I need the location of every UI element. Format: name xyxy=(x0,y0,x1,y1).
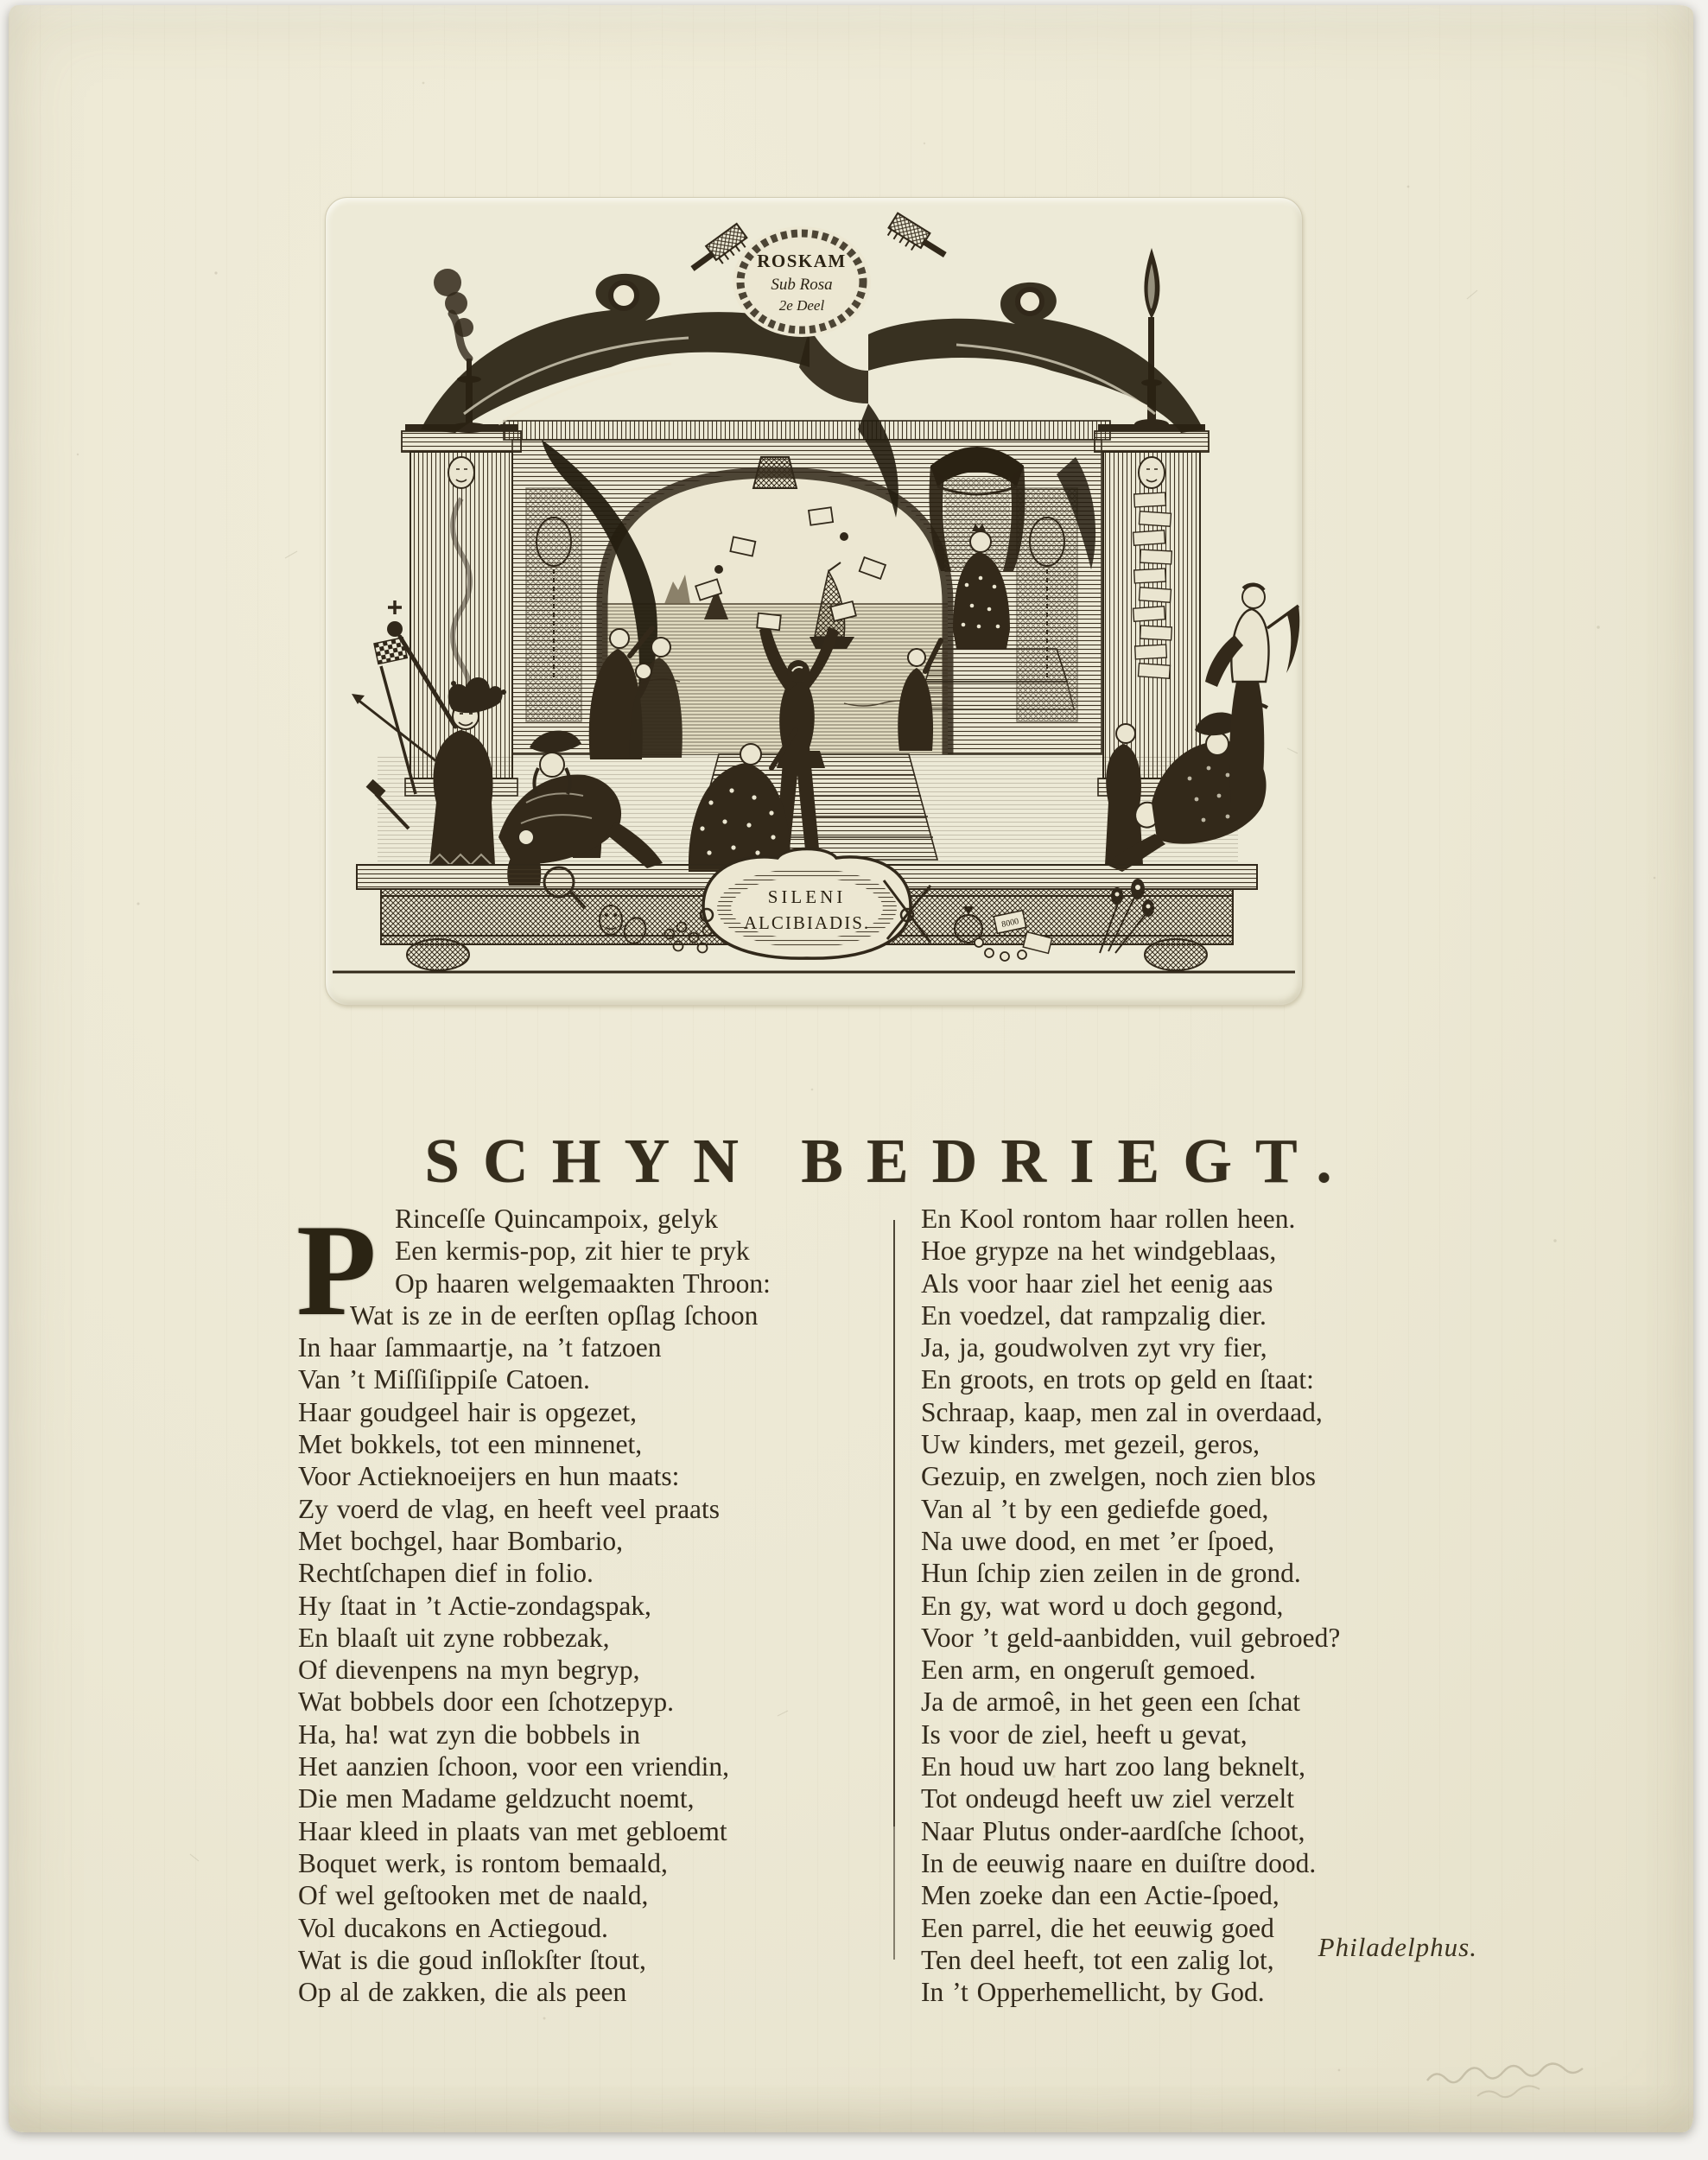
author-signature: Philadelphus. xyxy=(1318,1932,1477,1962)
poem-line: En blaaſt uit zyne robbezak, xyxy=(298,1622,610,1653)
cartouche-alcibiadis: ALCIBIADIS. xyxy=(743,912,871,933)
poem-line: Haar kleed in plaats van met gebloemt xyxy=(298,1815,727,1846)
poem-line: Voor ’t geld-aanbidden, vuil gebroed? xyxy=(921,1622,1341,1653)
poem-line: Ja de armoê, in het geen een ſchat xyxy=(921,1687,1301,1718)
pencil-inscription xyxy=(1427,2063,1583,2082)
poem-line: Of wel geſtooken met de naald, xyxy=(298,1880,649,1911)
poem-column-left xyxy=(296,1198,894,2008)
poem-line: Wat is ze in de eerſten opſlag ſchoon xyxy=(350,1299,759,1331)
plate-mark xyxy=(325,197,1303,1006)
poem-line: In haar ſammaartje, na ’t fatzoen xyxy=(298,1332,662,1363)
poem-line: In de eeuwig naare en duiſtre dood. xyxy=(921,1847,1317,1878)
bun-foot xyxy=(407,939,469,970)
poem-line: En Kool rontom haar rollen heen. xyxy=(921,1204,1296,1234)
poem-line: Hy ſtaat in ’t Actie-zondagspak, xyxy=(298,1590,651,1621)
poem-line: Zy voerd de vlag, en heeft veel praats xyxy=(298,1493,721,1524)
poem-line: Wat bobbels door een ſchotzepyp. xyxy=(298,1687,674,1718)
sileni-cartouche xyxy=(701,849,913,959)
mascaron-face xyxy=(448,457,474,488)
svg-text:8000: 8000 xyxy=(1000,917,1020,930)
poem-line: Van al ’t by een gediefde goed, xyxy=(921,1493,1269,1524)
poem-line: Die men Madame geldzucht noemt, xyxy=(298,1783,695,1814)
poem-line: Uw kinders, met gezeil, geros, xyxy=(921,1429,1260,1460)
cartouche-sileni: SILENI xyxy=(767,886,847,907)
poem-line: Gezuip, en zwelgen, noch zien blos xyxy=(921,1461,1316,1492)
poem-lines-left xyxy=(296,1198,894,2008)
poem-line: Is voor de ziel, heeft u gevat, xyxy=(921,1718,1248,1750)
drop-cap: P xyxy=(296,1198,377,1343)
poem-line: Haar goudgeel hair is opgezet, xyxy=(298,1396,637,1427)
poem-line: Na uwe dood, en met ’er ſpoed, xyxy=(921,1525,1275,1556)
bun-foot xyxy=(1145,939,1207,970)
poem-line: Of dievenpens na myn begryp, xyxy=(298,1655,640,1686)
paper-sheet xyxy=(9,5,1693,2132)
poem-line: Op al de zakken, die als peen xyxy=(298,1977,627,2008)
poem-line: In ’t Opperhemellicht, by God. xyxy=(921,1977,1265,2008)
poem-line: Met bokkels, tot een minnenet, xyxy=(298,1429,643,1460)
baby xyxy=(636,664,651,679)
engraving-sileni-alcibiadis xyxy=(326,198,1302,1005)
poem-line: Hoe grypze na het windgeblaas, xyxy=(921,1236,1277,1267)
poem-line: Naar Plutus onder-aardſche ſchoot, xyxy=(921,1815,1305,1846)
checkered-flag xyxy=(374,638,407,664)
poem-line: Een arm, en ongeruſt gemoed. xyxy=(921,1655,1256,1686)
poem-line: Als voor haar ziel het eenig aas xyxy=(921,1267,1273,1299)
throne-dais xyxy=(925,649,1067,682)
poem-line: Tot ondeugd heeft uw ziel verzelt xyxy=(921,1783,1295,1814)
keystone xyxy=(753,457,797,488)
poem-line: Met bochgel, haar Bombario, xyxy=(298,1525,624,1556)
cartouche-sub-rosa: Sub Rosa xyxy=(771,276,833,294)
curry-comb-right xyxy=(885,213,950,267)
poem-line: Wat is die goud inſlokſter ſtout, xyxy=(298,1944,646,1975)
poem-line: Hun ſchip zien zeilen in de grond. xyxy=(921,1558,1301,1589)
hanging-garment xyxy=(1286,606,1299,673)
poem-column-right xyxy=(921,1203,1474,2008)
poem-line: Voor Actieknoeijers en hun maats: xyxy=(298,1461,680,1492)
poem-title: SCHYN BEDRIEGT. xyxy=(424,1126,1356,1196)
poem-line: Een kermis-pop, zit hier te pryk xyxy=(395,1236,750,1267)
right-pillar xyxy=(1095,424,1209,796)
poem-line: Het aanzien ſchoon, voor een vriendin, xyxy=(298,1751,729,1782)
cartouche-deel: 2e Deel xyxy=(778,297,825,314)
poem-line: Ha, ha! wat zyn die bobbels in xyxy=(298,1718,641,1750)
mascaron-face xyxy=(1139,457,1165,488)
poem-line: En houd uw hart zoo lang beknelt, xyxy=(921,1751,1306,1782)
poem-line: Rinceſſe Quincampoix, gelyk xyxy=(395,1204,719,1234)
poem-lines-right xyxy=(921,1203,1474,2008)
cartouche-roskam: ROSKAM xyxy=(757,251,847,271)
poem-line: Een parrel, die het eeuwig goed xyxy=(921,1912,1274,1943)
poem-line: Boquet werk, is rontom bemaald, xyxy=(298,1847,668,1878)
poem-line: Ten deel heeft, tot een zalig lot, xyxy=(921,1944,1274,1975)
poem-line: Schraap, kaap, men zal in overdaad, xyxy=(921,1396,1323,1427)
poem-line: Men zoeke dan een Actie-ſpoed, xyxy=(921,1880,1279,1911)
column-divider xyxy=(893,1220,895,1960)
poem-line: En voedzel, dat rampzalig dier. xyxy=(921,1299,1267,1331)
poem-line: En groots, en trots op geld en ſtaat: xyxy=(921,1364,1314,1395)
poem-line: Van ’t Miſſiſippiſe Catoen. xyxy=(298,1364,590,1395)
poem-line: Rechtſchapen dief in folio. xyxy=(298,1558,594,1589)
poem-line: Ja, ja, goudwolven zyt vry fier, xyxy=(921,1332,1267,1363)
poem-line: En gy, wat word u doch gegond, xyxy=(921,1590,1284,1621)
poem-line: Op haaren welgemaakten Throon: xyxy=(395,1267,771,1299)
princess-head xyxy=(970,531,991,552)
poem-line: Vol ducakons en Actiegoud. xyxy=(298,1912,608,1943)
